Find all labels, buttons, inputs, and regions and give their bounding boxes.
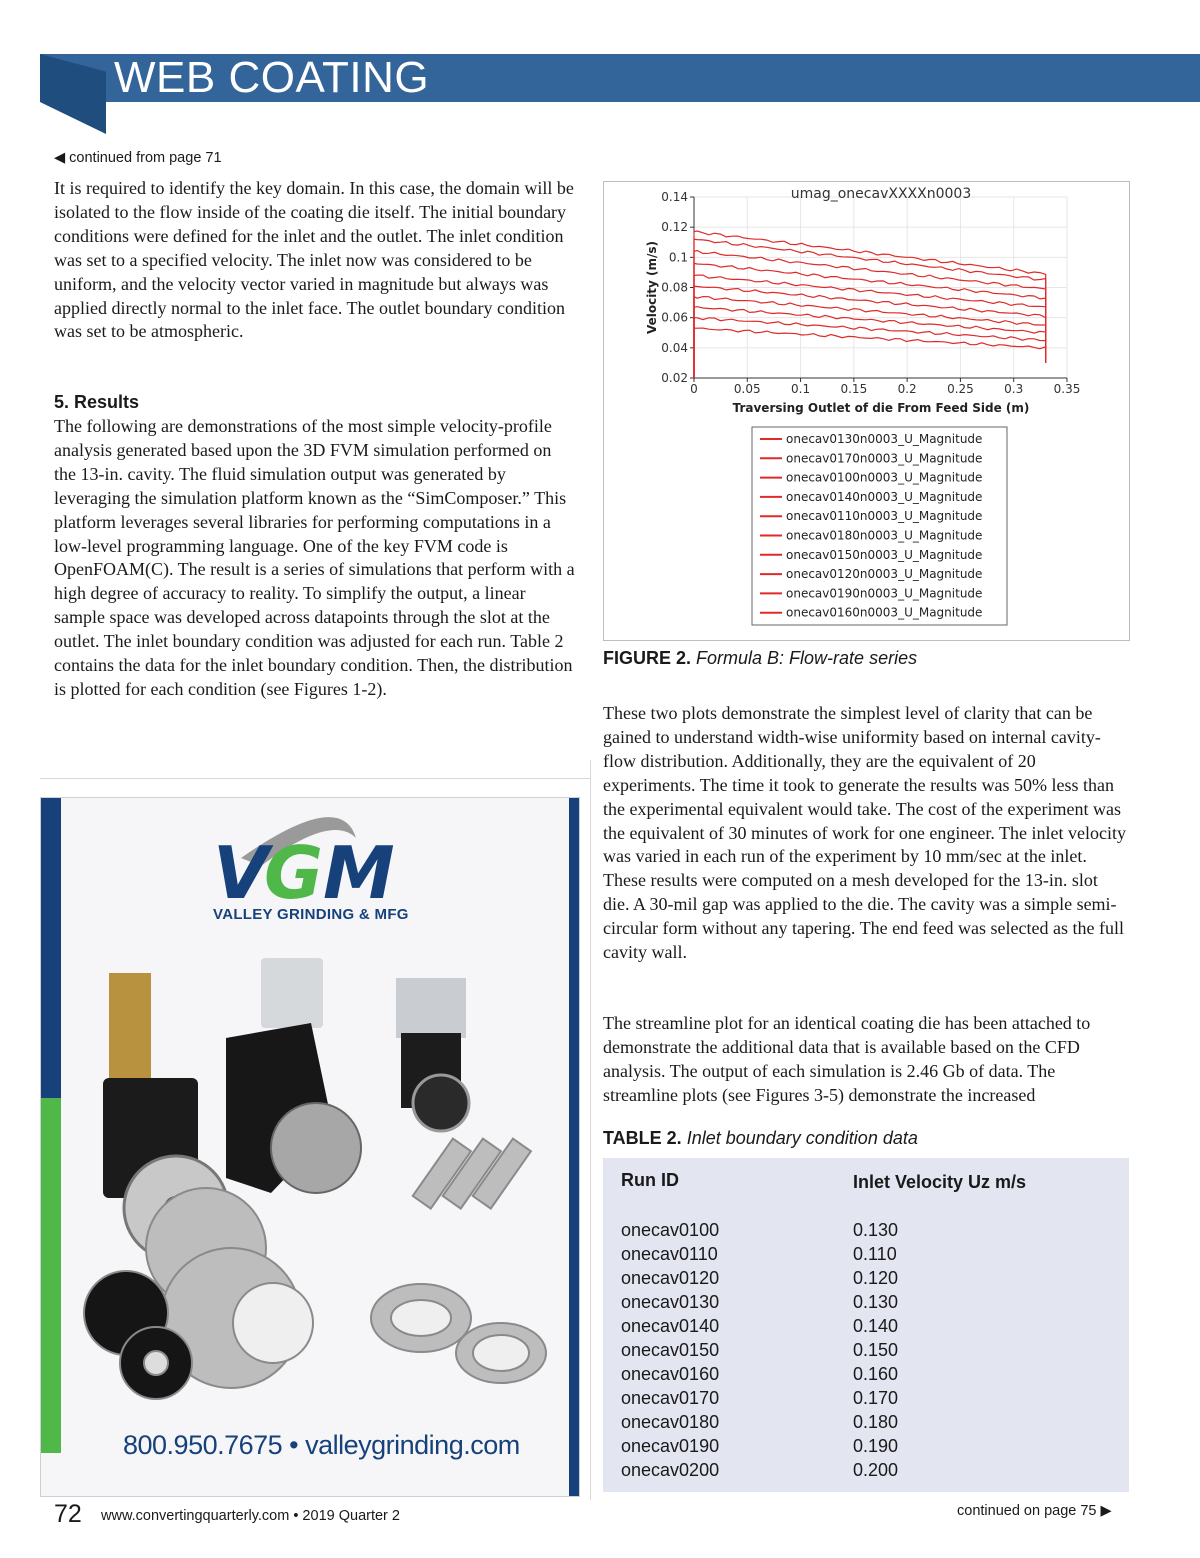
table-cell-run-id: onecav0150 — [621, 1340, 720, 1360]
table-row — [621, 1362, 1101, 1386]
vgm-logo-icon — [213, 831, 394, 915]
legend-label: onecav0100n0003_U_Magnitude — [786, 470, 983, 485]
x-tick-label: 0.2 — [897, 382, 917, 396]
series-line — [694, 275, 1046, 378]
legend-label: onecav0150n0003_U_Magnitude — [786, 547, 983, 562]
x-tick-label: 0.35 — [1053, 382, 1081, 396]
ad-contact: 800.950.7675 • valleygrinding.com — [123, 1430, 520, 1460]
figure-caption-text: Formula B: Flow-rate series — [696, 648, 918, 668]
table-cell-velocity: 0.180 — [853, 1412, 899, 1432]
advertisement — [40, 797, 580, 1497]
table-row — [621, 1290, 1101, 1314]
y-tick-label: 0.12 — [661, 220, 688, 235]
table-caption — [603, 1128, 918, 1149]
x-tick-label: 0 — [690, 382, 698, 396]
continued-on-note: continued on page 75 ▶ — [957, 1503, 1112, 1519]
ad-divider — [40, 778, 590, 779]
y-tick-label: 0.08 — [661, 280, 688, 295]
figure-caption — [603, 648, 917, 669]
table-row — [621, 1218, 1101, 1242]
body-paragraph-3: These two plots demonstrate the simplest level of clarity that can be gained to understand width-wise uniformity based on internal cavity-flow distribution. Additionally, they are the equivalent of 20 experiments. The time it took to generate the results was 50% less than the experimental equivalent would take. The cost of the experiment was the equivalent of 30 minutes of work for one engineer. The inlet velocity was varied in each run of the experiment by 10 mm/sec at the inlet. These results were computed on a mesh developed for the 13-in. slot die. A 30-mil gap was applied to the die. The cavity was a simple semi-circular form without any tapering. The end feed was selected as the full cavity wall. — [603, 703, 1127, 963]
table-label: TABLE 2. — [603, 1128, 682, 1148]
svg-text:M: M — [323, 831, 389, 915]
table-caption-text: Inlet boundary condition data — [686, 1128, 918, 1148]
x-tick-label: 0.15 — [840, 382, 868, 396]
table-row — [621, 1338, 1101, 1362]
series-line — [694, 251, 1046, 379]
series-line — [694, 231, 1046, 378]
figure-2-chart — [603, 181, 1130, 641]
body-paragraph-2: The following are demonstrations of the most simple velocity-profile analysis generated based upon the 3D FVM simulation performed on the 13-in. cavity. The fluid simulation output was generated by leveraging the simulation platform known as the “SimComposer.” This platform leverages several libraries for performing computations in a low-level programming language. One of the key FVM code is OpenFOAM(C). The result is a series of simulations that perform with a high degree of accuracy to reality. To simplify the output, a linear sample space was developed across datapoints through the slot at the outlet. The inlet boundary condition was adjusted for each run. Table 2 contains the data for the inlet boundary condition. Then, the distribution is plotted for each condition (see Figures 1-2). — [54, 416, 575, 699]
table-cell-velocity: 0.160 — [853, 1364, 899, 1384]
table-cell-velocity: 0.110 — [853, 1244, 897, 1264]
table-cell-velocity: 0.130 — [853, 1292, 899, 1312]
table-row — [621, 1434, 1101, 1458]
ad-company-name: VALLEY GRINDING & MFG — [213, 906, 409, 923]
table-row — [621, 1458, 1101, 1482]
legend-label: onecav0170n0003_U_Magnitude — [786, 451, 983, 466]
y-axis-label: Velocity (m/s) — [645, 240, 659, 335]
table-cell-run-id: onecav0160 — [621, 1364, 720, 1384]
figure-label: FIGURE 2. — [603, 648, 692, 668]
table-cell-run-id: onecav0130 — [621, 1292, 720, 1312]
table-cell-velocity: 0.130 — [853, 1220, 899, 1240]
chart-title: umag_onecavXXXXn0003 — [790, 186, 972, 202]
table-row — [621, 1266, 1101, 1290]
y-tick-label: 0.06 — [661, 310, 688, 325]
body-paragraph-4: The streamline plot for an identical coating die has been attached to demonstrate the additional data that is available based on the CFD analysis. The output of each simulation is 2.46 Gb of data. The streamline plots (see Figures 3-5) demonstrate the increased — [603, 1013, 1091, 1105]
table-cell-run-id: onecav0110 — [621, 1244, 718, 1264]
table-cell-velocity: 0.120 — [853, 1268, 899, 1288]
table-cell-velocity: 0.200 — [853, 1460, 899, 1480]
table-cell-run-id: onecav0140 — [621, 1316, 720, 1336]
y-tick-label: 0.1 — [668, 250, 688, 265]
slitter-product-image — [396, 978, 469, 1131]
legend-label: onecav0190n0003_U_Magnitude — [786, 586, 983, 601]
y-tick-label: 0.04 — [661, 340, 688, 355]
page-number: 72 — [54, 1500, 82, 1528]
ad-artwork — [41, 798, 579, 1496]
y-tick-label: 0.02 — [661, 371, 688, 385]
x-tick-label: 0.3 — [1004, 382, 1024, 396]
svg-text:V: V — [213, 831, 263, 915]
x-tick-label: 0.1 — [791, 382, 811, 396]
series-line — [694, 239, 1046, 378]
table-header-run-id: Run ID — [621, 1170, 679, 1190]
table-cell-velocity: 0.140 — [853, 1316, 899, 1336]
legend-label: onecav0130n0003_U_Magnitude — [786, 432, 983, 446]
legend-label: onecav0110n0003_U_Magnitude — [786, 509, 983, 524]
table-cell-velocity: 0.150 — [853, 1340, 899, 1360]
x-axis-label: Traversing Outlet of die From Feed Side (m) — [732, 401, 1030, 415]
section-title: WEB COATING — [114, 53, 430, 102]
footer-site: www.convertingquarterly.com • 2019 Quarter 2 — [101, 1508, 400, 1524]
legend-label: onecav0120n0003_U_Magnitude — [786, 567, 983, 582]
section-heading-results: 5. Results — [54, 392, 140, 412]
continued-from-note: ◀ continued from page 71 — [54, 150, 222, 166]
table-row — [621, 1314, 1101, 1338]
x-tick-label: 0.25 — [947, 382, 974, 396]
table-cell-velocity: 0.190 — [853, 1436, 899, 1456]
table-cell-run-id: onecav0180 — [621, 1412, 720, 1432]
y-tick-label: 0.14 — [661, 190, 688, 204]
legend-label: onecav0180n0003_U_Magnitude — [786, 528, 983, 543]
table-row — [621, 1410, 1101, 1434]
svg-text:G: G — [264, 831, 318, 915]
table-cell-run-id: onecav0190 — [621, 1436, 720, 1456]
column-divider — [590, 760, 591, 1500]
table-cell-run-id: onecav0170 — [621, 1388, 720, 1408]
series-line — [694, 297, 1046, 378]
legend-label: onecav0160n0003_U_Magnitude — [786, 605, 983, 620]
table-row — [621, 1242, 1101, 1266]
table-cell-run-id: onecav0120 — [621, 1268, 720, 1288]
table-header-velocity: Inlet Velocity Uz m/s — [853, 1172, 1027, 1192]
series-line — [694, 286, 1046, 378]
table-cell-run-id: onecav0100 — [621, 1220, 720, 1240]
velocity-line-chart — [604, 182, 1129, 640]
x-tick-label: 0.05 — [733, 382, 761, 396]
table-row — [621, 1386, 1101, 1410]
body-paragraph-1: It is required to identify the key domain. In this case, the domain will be isolated to the flow inside of the coating die itself. The initial boundary conditions were defined for the inlet and the outlet. The inlet condition was set to a specified velocity. The inlet now was considered to be uniform, and the velocity vector varied in magnitude but always was applied directly normal to the inlet face. The outlet boundary condition was set to be atmospheric. — [54, 178, 574, 342]
knife-holder-product-image — [226, 958, 361, 1193]
table-cell-velocity: 0.170 — [853, 1388, 899, 1408]
legend-label: onecav0140n0003_U_Magnitude — [786, 489, 983, 504]
table-cell-run-id: onecav0200 — [621, 1460, 720, 1480]
